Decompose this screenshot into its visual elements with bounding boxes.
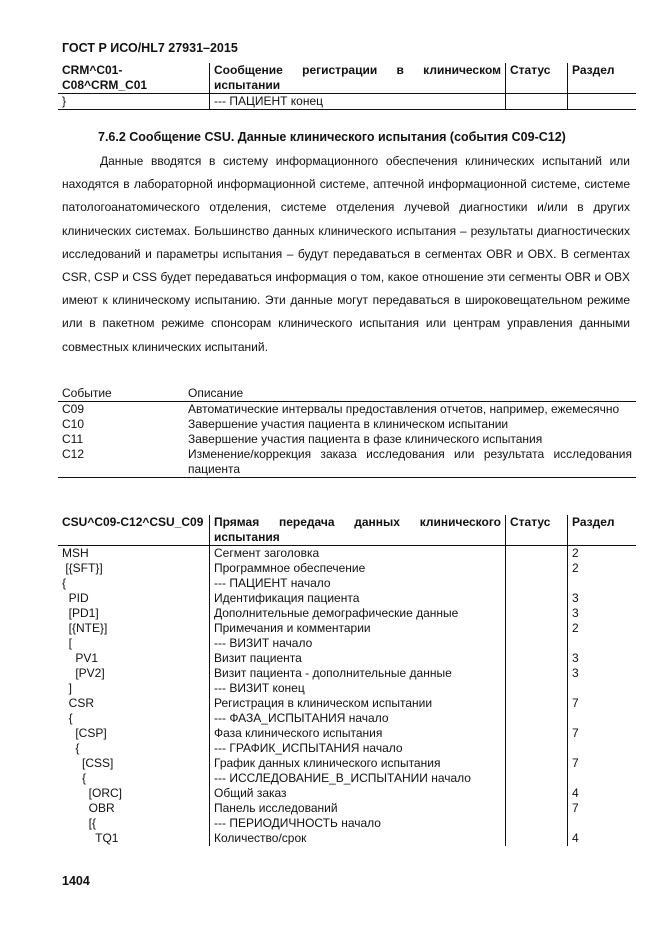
event-description-cell: Завершение участия пациента в фазе клинического испытания [188,432,543,446]
event-description-cell: Завершение участия пациента в клиническом испытании [188,417,509,431]
section-cell: 7 [568,756,637,771]
segment-cell: [{SFT}] [62,561,103,575]
segment-cell: [ORC] [62,786,123,800]
section-cell [568,771,637,786]
status-cell [506,726,568,741]
table-header-row [58,515,636,546]
section-cell: 4 [568,831,637,846]
table-row [58,801,636,816]
description-cell: Программное обеспечение [210,561,506,576]
description-cell: --- ВИЗИТ начало [210,636,506,651]
section-cell [568,816,637,831]
col-header-message: CRM^C01-C08^CRM_C01 [58,63,210,94]
status-cell [506,696,568,711]
status-cell [506,801,568,816]
description-cell: --- ПАЦИЕНТ начало [210,576,506,591]
section-cell [568,741,637,756]
description-cell: --- ПАЦИЕНТ конец [210,94,506,110]
col-header-description: Сообщение регистрации в клиническом испытании [210,63,506,94]
segment-cell: [{ [62,816,97,830]
segment-cell: [CSP] [62,726,107,740]
table-row [58,831,636,846]
segment-cell: { [62,771,87,785]
table-header-row [58,63,636,94]
segment-cell: PV1 [62,651,99,665]
section-cell [568,681,637,696]
table-row [58,726,636,741]
table-row [58,696,636,711]
section-cell: 3 [568,606,637,621]
table-row [58,681,636,696]
segment-cell: CSR [62,696,95,710]
description-cell: --- ИССЛЕДОВАНИЕ_В_ИСПЫТАНИИ начало [210,771,506,786]
description-cell: Общий заказ [210,786,506,801]
section-cell: 3 [568,651,637,666]
status-cell [506,651,568,666]
description-cell: Идентификация пациента [210,591,506,606]
section-cell: 2 [568,561,637,576]
segment-cell: [ [62,636,73,650]
description-cell: Визит пациента [210,651,506,666]
status-cell [506,546,568,562]
status-cell [506,786,568,801]
table-row [58,591,636,606]
segment-cell: [CSS] [62,756,114,770]
status-cell [506,681,568,696]
col-header-status: Статус [506,515,568,546]
status-cell [506,636,568,651]
status-cell [506,591,568,606]
segment-cell: OBR [62,801,115,815]
section-cell: 4 [568,786,637,801]
status-cell [506,816,568,831]
section-cell: 7 [568,726,637,741]
description-cell: Панель исследований [210,801,506,816]
description-cell: --- ПЕРИОДИЧНОСТЬ начало [210,816,506,831]
event-code-cell: C11 [62,432,84,446]
description-cell: Регистрация в клиническом испытании [210,696,506,711]
section-title: 7.6.2 Сообщение CSU. Данные клинического испытания (события C09-C12) [98,130,566,144]
segment-cell: { [62,576,67,590]
description-cell: --- ГРАФИК_ИСПЫТАНИЯ начало [210,741,506,756]
description-cell: Примечания и комментарии [210,621,506,636]
segment-cell: } [62,94,67,108]
status-cell [506,771,568,786]
description-cell: Визит пациента - дополнительные данные [210,666,506,681]
event-code-cell: C10 [62,417,85,431]
table-row [58,666,636,681]
section-cell [568,94,637,110]
status-cell [506,621,568,636]
events-table [58,386,636,478]
status-cell [506,94,568,110]
table-row [58,402,636,418]
table-row [58,651,636,666]
table-row [58,546,636,562]
col-header-event: Событие [58,386,184,402]
table-header-row [58,386,636,402]
col-header-section: Раздел [568,515,637,546]
segment-cell: ] [62,681,73,695]
section-cell: 7 [568,696,637,711]
body-paragraph: Данные вводятся в систему информационного обеспечения клинических испытаний или находятся в лабораторной информационной системе, аптечной информационной системе, системе патологоанатомического отделения, системе отделения лучевой диагностики и/или в других клинических системах. Большинство данных клинического испытания – результаты диагностических исследований и параметры испытания – будут передаваться в сегментах OBR и OBX. В сегментах CSR, CSP и CSS будет передаваться информация о том, какое отношение эти сегменты OBR и OBX имеют к клиническому испытанию. Эти данные могут передаваться в широковещательном режиме или в пакетном режиме спонсорам клинического испытания или центрам управления данными совместных клинических испытаний. [62,154,630,354]
segment-cell: [{NTE}] [62,621,108,635]
status-cell [506,606,568,621]
col-header-status: Статус [506,63,568,94]
segment-cell: PID [62,591,89,605]
col-header-message: CSU^C09-C12^CSU_C09 [58,515,210,546]
status-cell [506,666,568,681]
col-header-description: Прямая передача данных клинического испытания [210,515,506,546]
segment-cell: [PV2] [62,666,105,680]
status-cell [506,831,568,846]
col-header-event-description: Описание [184,386,636,402]
page-number: 1404 [62,874,90,888]
table-row [58,636,636,651]
table-row [58,756,636,771]
segment-cell: { [62,711,73,725]
section-cell: 3 [568,666,637,681]
segment-cell: [PD1] [62,606,99,620]
event-description-cell: Изменение/коррекция заказа исследования или результата исследования пациента [184,447,636,478]
crm-message-table [58,63,636,110]
section-cell: 2 [568,546,637,562]
table-row [58,771,636,786]
status-cell [506,576,568,591]
description-cell: Количество/срок [210,831,506,846]
segment-cell: { [62,741,80,755]
description-cell: --- ФАЗА_ИСПЫТАНИЯ начало [210,711,506,726]
table-row [58,561,636,576]
section-cell [568,711,637,726]
event-code-cell: C12 [58,447,184,478]
col-header-section: Раздел [568,63,637,94]
csu-message-table [58,515,636,846]
table-row [58,711,636,726]
description-cell: Фаза клинического испытания [210,726,506,741]
section-cell [568,576,637,591]
event-code-cell: C09 [62,402,85,416]
table-row [58,786,636,801]
segment-cell: MSH [62,546,89,560]
segment-cell: TQ1 [62,831,119,845]
table-row [58,576,636,591]
section-cell: 2 [568,621,637,636]
section-cell: 7 [568,801,637,816]
section-cell: 3 [568,591,637,606]
description-cell: Дополнительные демографические данные [210,606,506,621]
description-cell: График данных клинического испытания [210,756,506,771]
event-description-cell: Автоматические интервалы предоставления отчетов, например, ежемесячно [188,402,620,416]
description-cell: --- ВИЗИТ конец [210,681,506,696]
table-row [58,816,636,831]
table-row [58,621,636,636]
status-cell [506,741,568,756]
table-row [58,432,636,447]
status-cell [506,561,568,576]
table-row [58,606,636,621]
status-cell [506,711,568,726]
table-row [58,447,636,478]
section-cell [568,636,637,651]
table-row [58,94,636,110]
description-cell: Сегмент заголовка [210,546,506,562]
table-row [58,741,636,756]
status-cell [506,756,568,771]
table-row [58,417,636,432]
document-header: ГОСТ Р ИСО/HL7 27931–2015 [62,41,238,55]
